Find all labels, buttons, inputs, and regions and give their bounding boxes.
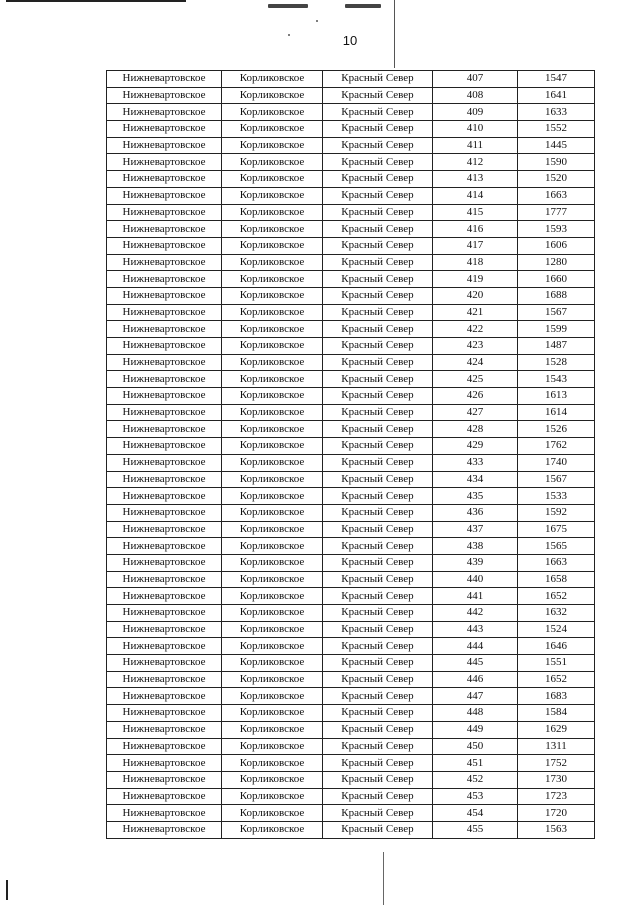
table-row (107, 588, 595, 605)
field-cell: Корликовское (222, 221, 323, 238)
field-cell: Корликовское (222, 621, 323, 638)
well-number-cell: 435 (433, 488, 518, 505)
depth-cell: 1563 (518, 821, 595, 838)
well-number-cell: 423 (433, 338, 518, 355)
table-row (107, 571, 595, 588)
field-cell: Корликовское (222, 721, 323, 738)
depth-cell: 1629 (518, 721, 595, 738)
well-number-cell: 455 (433, 821, 518, 838)
field-cell: Корликовское (222, 454, 323, 471)
district-cell: Нижневартовское (107, 655, 222, 672)
district-cell: Нижневартовское (107, 404, 222, 421)
table-row (107, 371, 595, 388)
field-cell: Корликовское (222, 521, 323, 538)
table-row (107, 488, 595, 505)
depth-cell: 1565 (518, 538, 595, 555)
well-number-cell: 421 (433, 304, 518, 321)
license-area-cell: Красный Север (323, 705, 433, 722)
table-row (107, 638, 595, 655)
field-cell: Корликовское (222, 755, 323, 772)
district-cell: Нижневартовское (107, 771, 222, 788)
district-cell: Нижневартовское (107, 605, 222, 622)
depth-cell: 1567 (518, 304, 595, 321)
district-cell: Нижневартовское (107, 204, 222, 221)
depth-cell: 1777 (518, 204, 595, 221)
license-area-cell: Красный Север (323, 354, 433, 371)
district-cell: Нижневартовское (107, 705, 222, 722)
depth-cell: 1526 (518, 421, 595, 438)
field-cell: Корликовское (222, 421, 323, 438)
table-row (107, 304, 595, 321)
depth-cell: 1720 (518, 805, 595, 822)
well-number-cell: 446 (433, 671, 518, 688)
well-number-cell: 439 (433, 554, 518, 571)
table-row (107, 755, 595, 772)
table-row (107, 521, 595, 538)
well-number-cell: 411 (433, 137, 518, 154)
table-row (107, 671, 595, 688)
depth-cell: 1547 (518, 71, 595, 88)
well-number-cell: 454 (433, 805, 518, 822)
table-row (107, 438, 595, 455)
well-number-cell: 447 (433, 688, 518, 705)
well-number-cell: 441 (433, 588, 518, 605)
well-number-cell: 422 (433, 321, 518, 338)
table-row (107, 338, 595, 355)
district-cell: Нижневартовское (107, 271, 222, 288)
field-cell: Корликовское (222, 821, 323, 838)
license-area-cell: Красный Север (323, 438, 433, 455)
table-row (107, 171, 595, 188)
field-cell: Корликовское (222, 404, 323, 421)
well-number-cell: 428 (433, 421, 518, 438)
well-number-cell: 436 (433, 504, 518, 521)
well-number-cell: 440 (433, 571, 518, 588)
district-cell: Нижневартовское (107, 438, 222, 455)
depth-cell: 1632 (518, 605, 595, 622)
table-row (107, 471, 595, 488)
well-number-cell: 429 (433, 438, 518, 455)
district-cell: Нижневартовское (107, 471, 222, 488)
license-area-cell: Красный Север (323, 371, 433, 388)
depth-cell: 1528 (518, 354, 595, 371)
license-area-cell: Красный Север (323, 421, 433, 438)
well-number-cell: 412 (433, 154, 518, 171)
table-row (107, 287, 595, 304)
table-row (107, 254, 595, 271)
table-row (107, 87, 595, 104)
well-number-cell: 414 (433, 187, 518, 204)
table-row (107, 221, 595, 238)
depth-cell: 1752 (518, 755, 595, 772)
table-row (107, 605, 595, 622)
table-row (107, 154, 595, 171)
depth-cell: 1652 (518, 588, 595, 605)
table-row (107, 504, 595, 521)
depth-cell: 1599 (518, 321, 595, 338)
license-area-cell: Красный Север (323, 221, 433, 238)
district-cell: Нижневартовское (107, 421, 222, 438)
district-cell: Нижневартовское (107, 287, 222, 304)
license-area-cell: Красный Север (323, 554, 433, 571)
table-row (107, 404, 595, 421)
well-number-cell: 407 (433, 71, 518, 88)
district-cell: Нижневартовское (107, 571, 222, 588)
field-cell: Корликовское (222, 655, 323, 672)
field-cell: Корликовское (222, 388, 323, 405)
district-cell: Нижневартовское (107, 538, 222, 555)
depth-cell: 1646 (518, 638, 595, 655)
depth-cell: 1445 (518, 137, 595, 154)
table-row (107, 788, 595, 805)
license-area-cell: Красный Север (323, 755, 433, 772)
license-area-cell: Красный Север (323, 638, 433, 655)
district-cell: Нижневартовское (107, 104, 222, 121)
district-cell: Нижневартовское (107, 137, 222, 154)
district-cell: Нижневартовское (107, 554, 222, 571)
field-cell: Корликовское (222, 154, 323, 171)
well-number-cell: 445 (433, 655, 518, 672)
table-row (107, 655, 595, 672)
depth-cell: 1688 (518, 287, 595, 304)
field-cell: Корликовское (222, 504, 323, 521)
field-cell: Корликовское (222, 87, 323, 104)
well-number-cell: 415 (433, 204, 518, 221)
well-number-cell: 425 (433, 371, 518, 388)
table-row (107, 454, 595, 471)
field-cell: Корликовское (222, 571, 323, 588)
depth-cell: 1567 (518, 471, 595, 488)
scan-artifact-stamp-left (268, 4, 308, 8)
well-number-cell: 451 (433, 755, 518, 772)
license-area-cell: Красный Север (323, 388, 433, 405)
well-number-cell: 437 (433, 521, 518, 538)
depth-cell: 1520 (518, 171, 595, 188)
district-cell: Нижневартовское (107, 805, 222, 822)
field-cell: Корликовское (222, 104, 323, 121)
license-area-cell: Красный Север (323, 71, 433, 88)
license-area-cell: Красный Север (323, 721, 433, 738)
table-row (107, 104, 595, 121)
table-row (107, 388, 595, 405)
well-number-cell: 449 (433, 721, 518, 738)
license-area-cell: Красный Север (323, 488, 433, 505)
district-cell: Нижневартовское (107, 388, 222, 405)
field-cell: Корликовское (222, 471, 323, 488)
well-number-cell: 448 (433, 705, 518, 722)
table-row (107, 538, 595, 555)
table-row (107, 554, 595, 571)
table-row (107, 771, 595, 788)
table-row (107, 271, 595, 288)
field-cell: Корликовское (222, 671, 323, 688)
district-cell: Нижневартовское (107, 371, 222, 388)
depth-cell: 1723 (518, 788, 595, 805)
depth-cell: 1606 (518, 237, 595, 254)
license-area-cell: Красный Север (323, 805, 433, 822)
license-area-cell: Красный Север (323, 104, 433, 121)
license-area-cell: Красный Север (323, 588, 433, 605)
district-cell: Нижневартовское (107, 304, 222, 321)
license-area-cell: Красный Север (323, 404, 433, 421)
depth-cell: 1584 (518, 705, 595, 722)
table-row (107, 321, 595, 338)
district-cell: Нижневартовское (107, 821, 222, 838)
license-area-cell: Красный Север (323, 237, 433, 254)
field-cell: Корликовское (222, 771, 323, 788)
district-cell: Нижневартовское (107, 738, 222, 755)
license-area-cell: Красный Север (323, 671, 433, 688)
well-number-cell: 426 (433, 388, 518, 405)
license-area-cell: Красный Север (323, 121, 433, 138)
depth-cell: 1762 (518, 438, 595, 455)
license-area-cell: Красный Север (323, 821, 433, 838)
field-cell: Корликовское (222, 788, 323, 805)
table-row (107, 705, 595, 722)
district-cell: Нижневартовское (107, 721, 222, 738)
license-area-cell: Красный Север (323, 137, 433, 154)
license-area-cell: Красный Север (323, 771, 433, 788)
depth-cell: 1590 (518, 154, 595, 171)
table-row (107, 688, 595, 705)
field-cell: Корликовское (222, 371, 323, 388)
license-area-cell: Красный Север (323, 621, 433, 638)
field-cell: Корликовское (222, 538, 323, 555)
license-area-cell: Красный Север (323, 471, 433, 488)
field-cell: Корликовское (222, 488, 323, 505)
well-number-cell: 419 (433, 271, 518, 288)
field-cell: Корликовское (222, 354, 323, 371)
table-row (107, 187, 595, 204)
well-number-cell: 427 (433, 404, 518, 421)
district-cell: Нижневартовское (107, 71, 222, 88)
field-cell: Корликовское (222, 438, 323, 455)
well-number-cell: 408 (433, 87, 518, 104)
district-cell: Нижневартовское (107, 237, 222, 254)
district-cell: Нижневартовское (107, 454, 222, 471)
page-number: 10 (342, 33, 358, 48)
field-cell: Корликовское (222, 271, 323, 288)
district-cell: Нижневартовское (107, 621, 222, 638)
well-number-cell: 452 (433, 771, 518, 788)
district-cell: Нижневартовское (107, 221, 222, 238)
license-area-cell: Красный Север (323, 655, 433, 672)
well-number-cell: 433 (433, 454, 518, 471)
license-area-cell: Красный Север (323, 454, 433, 471)
well-number-cell: 418 (433, 254, 518, 271)
depth-cell: 1592 (518, 504, 595, 521)
scan-top-rule (6, 0, 186, 2)
depth-cell: 1552 (518, 121, 595, 138)
field-cell: Корликовское (222, 237, 323, 254)
well-number-cell: 413 (433, 171, 518, 188)
field-cell: Корликовское (222, 738, 323, 755)
district-cell: Нижневартовское (107, 788, 222, 805)
license-area-cell: Красный Север (323, 254, 433, 271)
license-area-cell: Красный Север (323, 338, 433, 355)
district-cell: Нижневартовское (107, 121, 222, 138)
well-number-cell: 443 (433, 621, 518, 638)
field-cell: Корликовское (222, 254, 323, 271)
depth-cell: 1658 (518, 571, 595, 588)
district-cell: Нижневартовское (107, 171, 222, 188)
depth-cell: 1280 (518, 254, 595, 271)
depth-cell: 1660 (518, 271, 595, 288)
table-row (107, 354, 595, 371)
table-row (107, 721, 595, 738)
district-cell: Нижневартовское (107, 87, 222, 104)
license-area-cell: Красный Север (323, 304, 433, 321)
field-cell: Корликовское (222, 287, 323, 304)
license-area-cell: Красный Север (323, 504, 433, 521)
well-number-cell: 450 (433, 738, 518, 755)
district-cell: Нижневартовское (107, 688, 222, 705)
table-row (107, 237, 595, 254)
field-cell: Корликовское (222, 204, 323, 221)
license-area-cell: Красный Север (323, 605, 433, 622)
field-cell: Корликовское (222, 805, 323, 822)
well-number-cell: 424 (433, 354, 518, 371)
license-area-cell: Красный Север (323, 87, 433, 104)
scan-artifact-stamp-right (345, 4, 381, 8)
depth-cell: 1543 (518, 371, 595, 388)
depth-cell: 1740 (518, 454, 595, 471)
depth-cell: 1533 (518, 488, 595, 505)
district-cell: Нижневартовское (107, 504, 222, 521)
well-number-cell: 417 (433, 237, 518, 254)
depth-cell: 1311 (518, 738, 595, 755)
table-row (107, 738, 595, 755)
field-cell: Корликовское (222, 605, 323, 622)
depth-cell: 1663 (518, 554, 595, 571)
well-number-cell: 438 (433, 538, 518, 555)
district-cell: Нижневартовское (107, 521, 222, 538)
well-number-cell: 444 (433, 638, 518, 655)
well-number-cell: 409 (433, 104, 518, 121)
depth-cell: 1524 (518, 621, 595, 638)
table-row (107, 204, 595, 221)
depth-cell: 1641 (518, 87, 595, 104)
field-cell: Корликовское (222, 304, 323, 321)
license-area-cell: Красный Север (323, 788, 433, 805)
license-area-cell: Красный Север (323, 154, 433, 171)
table-row (107, 621, 595, 638)
depth-cell: 1614 (518, 404, 595, 421)
depth-cell: 1613 (518, 388, 595, 405)
license-area-cell: Красный Север (323, 521, 433, 538)
depth-cell: 1487 (518, 338, 595, 355)
field-cell: Корликовское (222, 187, 323, 204)
license-area-cell: Красный Север (323, 287, 433, 304)
data-table (106, 70, 595, 839)
license-area-cell: Красный Север (323, 738, 433, 755)
field-cell: Корликовское (222, 137, 323, 154)
field-cell: Корликовское (222, 71, 323, 88)
table-body (107, 71, 595, 839)
well-number-cell: 442 (433, 605, 518, 622)
field-cell: Корликовское (222, 705, 323, 722)
district-cell: Нижневартовское (107, 488, 222, 505)
field-cell: Корликовское (222, 688, 323, 705)
table-row (107, 421, 595, 438)
license-area-cell: Красный Север (323, 204, 433, 221)
margin-mark (6, 880, 8, 900)
depth-cell: 1683 (518, 688, 595, 705)
license-area-cell: Красный Север (323, 688, 433, 705)
depth-cell: 1652 (518, 671, 595, 688)
license-area-cell: Красный Север (323, 571, 433, 588)
district-cell: Нижневартовское (107, 354, 222, 371)
district-cell: Нижневартовское (107, 154, 222, 171)
depth-cell: 1633 (518, 104, 595, 121)
field-cell: Корликовское (222, 638, 323, 655)
district-cell: Нижневартовское (107, 638, 222, 655)
field-cell: Корликовское (222, 588, 323, 605)
depth-cell: 1730 (518, 771, 595, 788)
district-cell: Нижневартовское (107, 187, 222, 204)
table-row (107, 821, 595, 838)
fold-line-bottom (383, 852, 384, 905)
table-row (107, 805, 595, 822)
table-row (107, 71, 595, 88)
well-number-cell: 416 (433, 221, 518, 238)
well-number-cell: 410 (433, 121, 518, 138)
district-cell: Нижневартовское (107, 338, 222, 355)
scan-dot (316, 20, 318, 22)
district-cell: Нижневартовское (107, 588, 222, 605)
district-cell: Нижневартовское (107, 755, 222, 772)
license-area-cell: Красный Север (323, 321, 433, 338)
field-cell: Корликовское (222, 121, 323, 138)
district-cell: Нижневартовское (107, 321, 222, 338)
license-area-cell: Красный Север (323, 187, 433, 204)
depth-cell: 1675 (518, 521, 595, 538)
depth-cell: 1551 (518, 655, 595, 672)
field-cell: Корликовское (222, 554, 323, 571)
license-area-cell: Красный Север (323, 538, 433, 555)
well-number-cell: 434 (433, 471, 518, 488)
district-cell: Нижневартовское (107, 671, 222, 688)
license-area-cell: Красный Север (323, 171, 433, 188)
table-row (107, 137, 595, 154)
well-number-cell: 420 (433, 287, 518, 304)
field-cell: Корликовское (222, 338, 323, 355)
well-number-cell: 453 (433, 788, 518, 805)
district-cell: Нижневартовское (107, 254, 222, 271)
depth-cell: 1663 (518, 187, 595, 204)
license-area-cell: Красный Север (323, 271, 433, 288)
field-cell: Корликовское (222, 171, 323, 188)
field-cell: Корликовское (222, 321, 323, 338)
table-row (107, 121, 595, 138)
depth-cell: 1593 (518, 221, 595, 238)
